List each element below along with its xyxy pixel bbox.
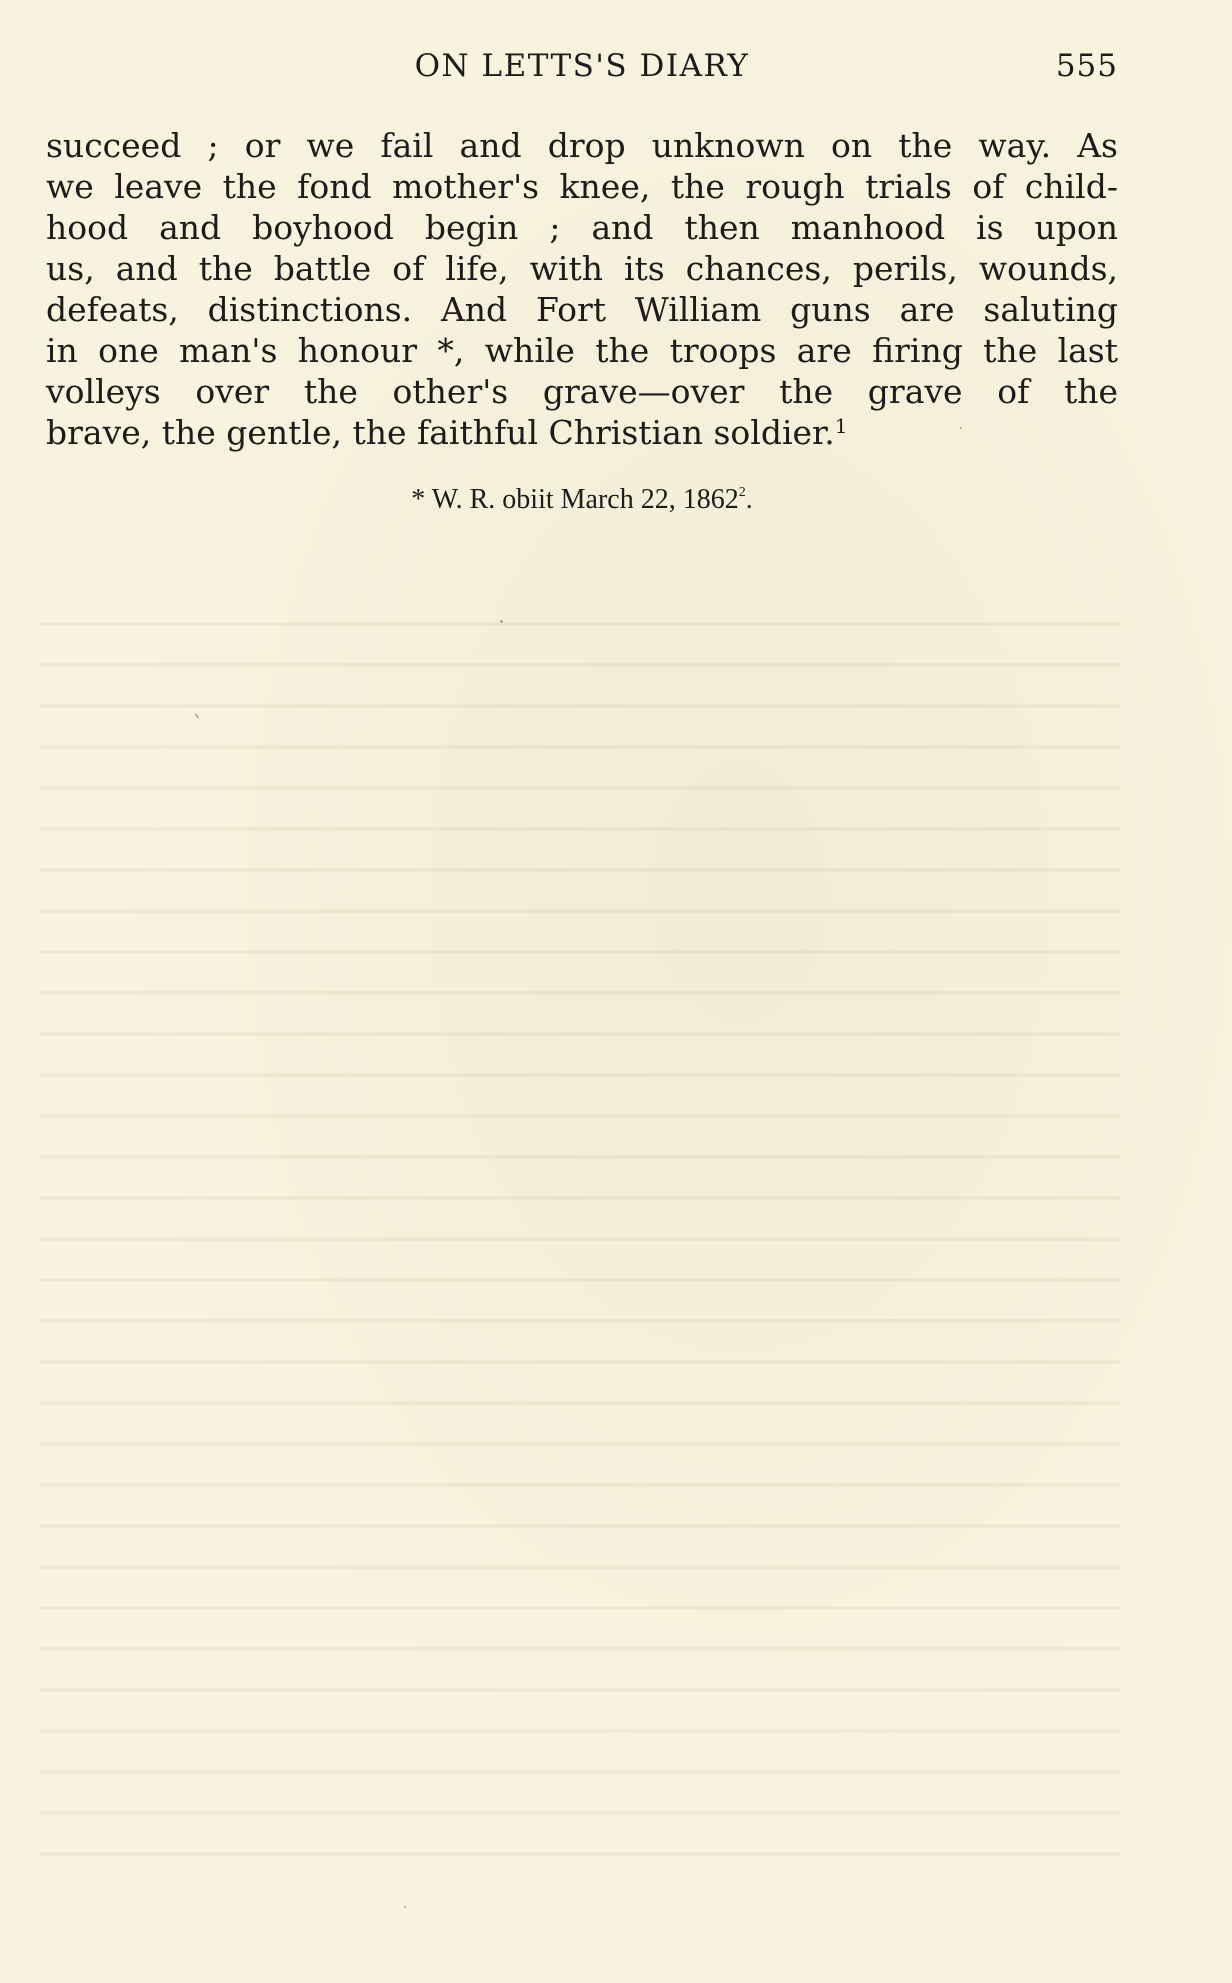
footnote-end: . (745, 484, 753, 515)
print-speck (404, 1906, 406, 1908)
text-line: defeats, distinctions. And Fort William guns are saluting (46, 290, 1118, 329)
text-line: volleys over the other's grave—over the grave of the (46, 372, 1118, 411)
print-speck (960, 427, 962, 429)
text-line: in one man's honour *, while the troops are firing the last (46, 331, 1118, 370)
running-title: ON LETTS'S DIARY (414, 48, 750, 84)
text-line: us, and the battle of life, with its chances, perils, wounds, (46, 249, 1118, 288)
print-speck (500, 620, 503, 623)
last-line-text: brave, the gentle, the faithful Christian soldier. (46, 413, 835, 452)
text-line: we leave the fond mother's knee, the rough trials of child- (46, 167, 1118, 206)
text-line: hood and boyhood begin ; and then manhood is upon (46, 208, 1118, 247)
footnote-superscript: 2 (738, 485, 746, 500)
text-line-last (46, 412, 1118, 453)
show-through-texture (40, 600, 1120, 1890)
text-line: succeed ; or we fail and drop unknown on the way. As (46, 126, 1118, 165)
page-number: 555 (1055, 48, 1118, 84)
footnote (46, 484, 1118, 516)
footnote-marker: 1 (834, 414, 848, 438)
body-paragraph (46, 125, 1118, 453)
footnote-text: * W. R. obiit March 22, 1862 (411, 484, 739, 515)
running-head (46, 48, 1118, 88)
